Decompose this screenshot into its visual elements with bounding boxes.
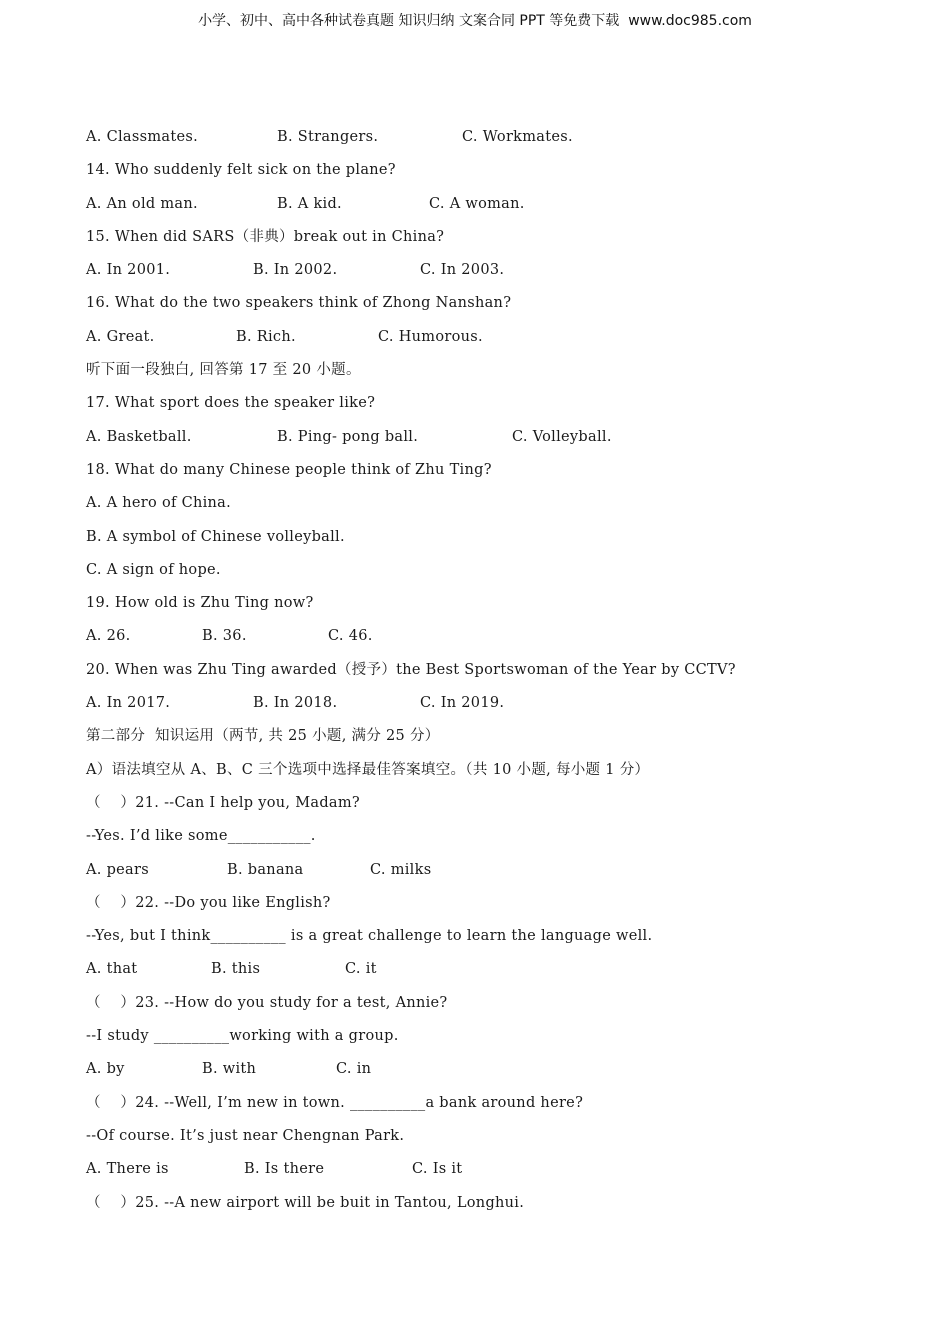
answer-option: B. banana — [227, 861, 304, 878]
text-line: 听下面一段独白, 回答第 17 至 20 小题。 — [86, 362, 361, 379]
text-line: 第二部分 知识运用（两节, 共 25 小题, 满分 25 分） — [86, 728, 440, 745]
answer-options-row — [86, 427, 886, 460]
text-line: A）语法填空从 A、B、C 三个选项中选择最佳答案填空。（共 10 小题, 每小题 1 分） — [86, 761, 650, 778]
answer-option: A. that — [86, 961, 138, 978]
answer-option: C. Workmates. — [462, 129, 573, 145]
answer-option: B. this — [211, 961, 261, 978]
answer-option: A. by — [86, 1061, 125, 1078]
text-line: B. A symbol of Chinese volleyball. — [86, 528, 345, 545]
answer-option: B. 36. — [202, 628, 247, 645]
answer-options-row — [86, 626, 886, 659]
answer-option: C. in — [336, 1061, 372, 1078]
text-line: A. A hero of China. — [86, 495, 232, 512]
answer-option: C. 46. — [328, 628, 373, 645]
page-header: 小学、初中、高中各种试卷真题 知识归纳 文案合同 PPT 等免费下载 www.doc985.com — [198, 13, 752, 29]
answer-option: B. with — [202, 1061, 257, 1078]
text-line: C. A sign of hope. — [86, 561, 221, 578]
answer-options-row — [86, 1059, 886, 1092]
answer-option: B. Ping- pong ball. — [277, 428, 419, 445]
text-line: （ ）23. --How do you study for a test, Annie? — [86, 994, 448, 1011]
text-line: （ ）25. --A new airport will be buit in Tantou, Longhui. — [86, 1194, 525, 1211]
answer-option: A. An old man. — [86, 195, 198, 212]
text-line: --I study __________working with a group. — [86, 1028, 399, 1045]
text-line: 17. What sport does the speaker like? — [86, 395, 376, 412]
text-line: 19. How old is Zhu Ting now? — [86, 595, 314, 612]
text-line: 18. What do many Chinese people think of Zhu Ting? — [86, 461, 492, 478]
answer-options-row — [86, 194, 886, 227]
answer-option: A. In 2017. — [86, 695, 171, 712]
text-line: 15. When did SARS（非典）break out in China? — [86, 228, 445, 245]
answer-option: B. A kid. — [277, 195, 342, 212]
answer-option: A. In 2001. — [86, 262, 171, 279]
answer-option: A. pears — [86, 861, 149, 878]
answer-option: B. Rich. — [236, 328, 296, 345]
answer-options-row — [86, 860, 886, 893]
answer-option: B. In 2018. — [253, 695, 338, 712]
answer-option: A. There is — [86, 1161, 169, 1178]
answer-option: A. Great. — [86, 328, 155, 345]
answer-option: C. it — [345, 961, 377, 978]
text-line: 16. What do the two speakers think of Zhong Nanshan? — [86, 295, 512, 312]
text-line: （ ）24. --Well, I’m new in town. __________a bank around here? — [86, 1094, 584, 1111]
answer-option: C. In 2003. — [420, 262, 505, 279]
answer-options-row — [86, 693, 886, 726]
answer-option: A. 26. — [86, 628, 131, 645]
answer-option: C. Is it — [412, 1161, 463, 1178]
text-line: --Yes. I’d like some___________. — [86, 828, 316, 845]
text-line: （ ）22. --Do you like English? — [86, 894, 331, 911]
answer-option: B. Strangers. — [277, 129, 379, 145]
answer-options-row — [86, 959, 886, 992]
text-line: 14. Who suddenly felt sick on the plane? — [86, 162, 396, 179]
answer-option: C. Volleyball. — [512, 428, 612, 445]
answer-option: C. A woman. — [429, 195, 525, 212]
answer-options-row — [86, 1159, 886, 1192]
answer-option: A. Classmates. — [86, 129, 199, 145]
answer-options-row — [86, 327, 886, 360]
answer-option: A. Basketball. — [86, 428, 192, 445]
exam-content — [86, 127, 886, 1226]
text-line: 20. When was Zhu Ting awarded（授予）the Best Sportswoman of the Year by CCTV? — [86, 661, 736, 678]
text-line: --Of course. It’s just near Chengnan Park. — [86, 1127, 405, 1144]
answer-option: C. In 2019. — [420, 695, 505, 712]
text-line: （ ）21. --Can I help you, Madam? — [86, 794, 360, 811]
answer-option: C. Humorous. — [378, 328, 483, 345]
answer-options-row — [86, 127, 886, 160]
answer-option: B. In 2002. — [253, 262, 338, 279]
answer-option: C. milks — [370, 861, 432, 878]
answer-option: B. Is there — [244, 1161, 325, 1178]
text-line: --Yes, but I think__________ is a great challenge to learn the language well. — [86, 928, 653, 945]
answer-options-row — [86, 260, 886, 293]
